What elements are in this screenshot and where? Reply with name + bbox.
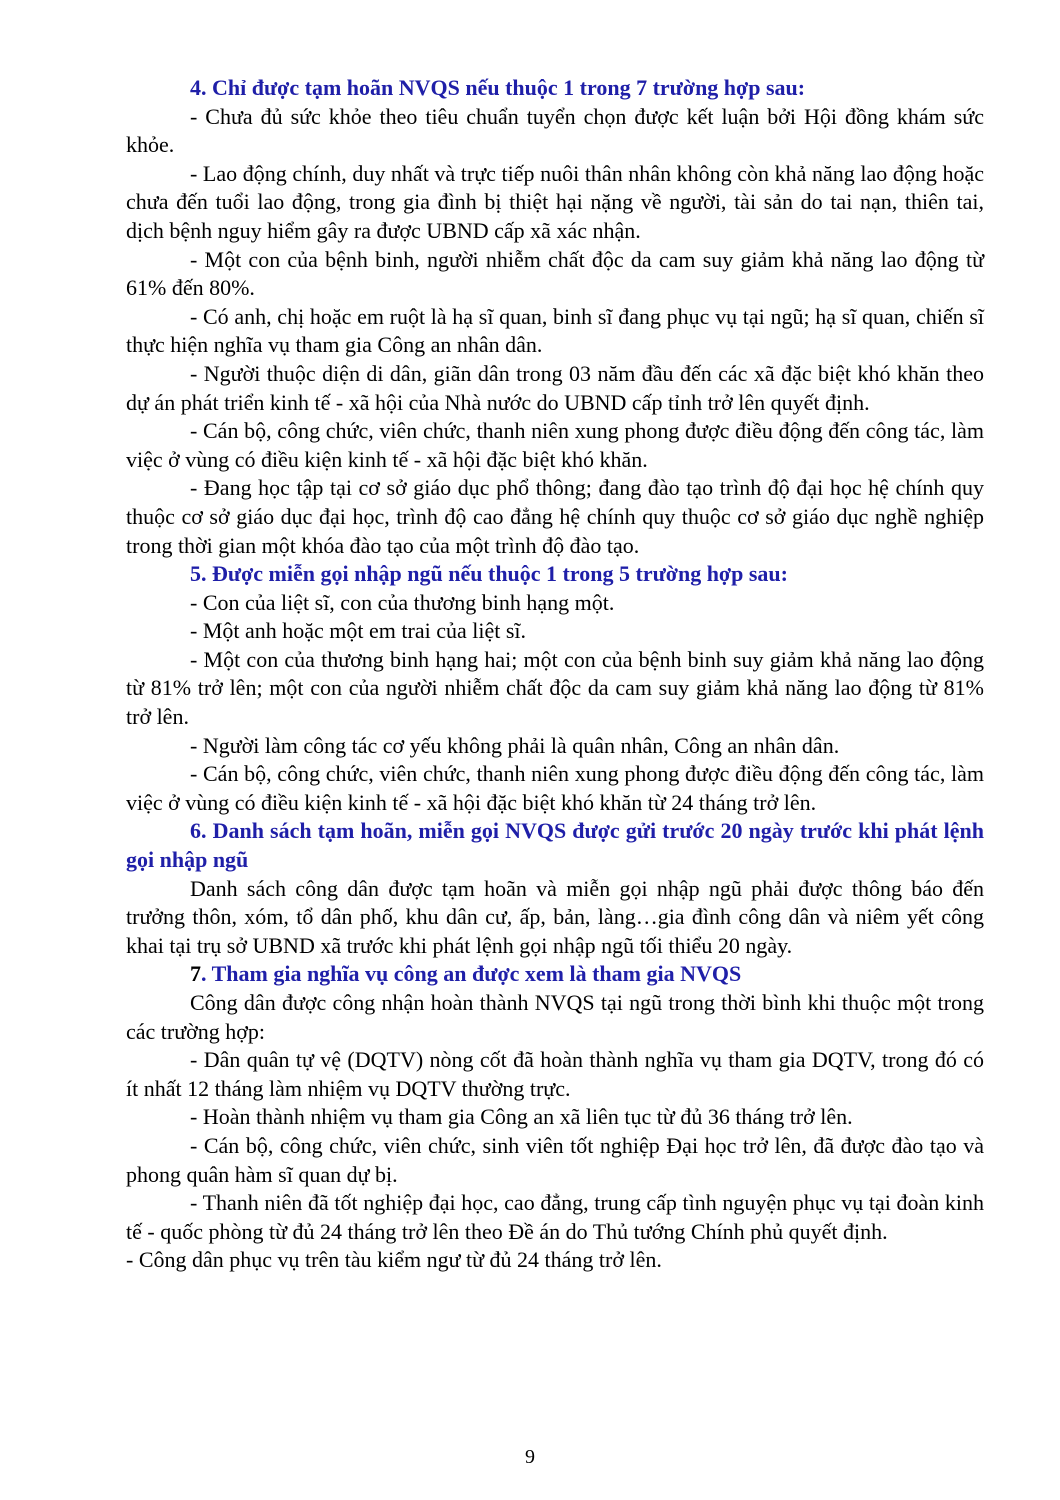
section-7-heading-text: . Tham gia nghĩa vụ công an được xem là tham gia NVQS	[201, 961, 742, 987]
section-7-item-4: - Thanh niên đã tốt nghiệp đại học, cao đẳng, trung cấp tình nguyện phục vụ tại đoàn kinh tế - quốc phòng từ đủ 24 tháng trở lên theo Đề án do Thủ tướng Chính phủ quyết định.	[126, 1190, 984, 1244]
section-5-heading: 5. Được miễn gọi nhập ngũ nếu thuộc 1 trong 5 trường hợp sau:	[190, 561, 788, 587]
section-7-item-2: - Hoàn thành nhiệm vụ tham gia Công an xã liên tục từ đủ 36 tháng trở lên.	[190, 1104, 853, 1130]
section-4-item-7: - Đang học tập tại cơ sở giáo dục phổ thông; đang đào tạo trình độ đại học hệ chính quy thuộc cơ sở giáo dục đại học, trình độ cao đẳng hệ chính quy thuộc cơ sở giáo dục nghề nghiệp trong thời gian một khóa đào tạo của một trình độ đào tạo.	[126, 475, 984, 558]
section-7-number: 7	[190, 961, 201, 987]
section-5-item-2: - Một anh hoặc một em trai của liệt sĩ.	[190, 618, 527, 644]
section-5-item-4: - Người làm công tác cơ yếu không phải là quân nhân, Công an nhân dân.	[190, 732, 840, 758]
page-number: 9	[525, 1446, 535, 1468]
section-4-item-6: - Cán bộ, công chức, viên chức, thanh niên xung phong được điều động đến công tác, làm việc ở vùng có điều kiện kinh tế - xã hội đặc biệt khó khăn.	[126, 418, 984, 472]
section-4-item-4: - Có anh, chị hoặc em ruột là hạ sĩ quan, binh sĩ đang phục vụ tại ngũ; hạ sĩ quan, chiến sĩ thực hiện nghĩa vụ tham gia Công an nhân dân.	[126, 303, 984, 358]
section-4-item-1: - Chưa đủ sức khỏe theo tiêu chuẩn tuyển chọn được kết luận bởi Hội đồng khám sức khỏe.	[126, 103, 984, 158]
section-5-item-1: - Con của liệt sĩ, con của thương binh hạng một.	[190, 589, 615, 615]
section-7-item-1: - Dân quân tự vệ (DQTV) nòng cốt đã hoàn thành nghĩa vụ tham gia DQTV, trong đó có ít nhất 12 tháng làm nhiệm vụ DQTV thường trực.	[126, 1047, 984, 1101]
document-page	[126, 74, 984, 1275]
section-4-item-5: - Người thuộc diện di dân, giãn dân trong 03 năm đầu đến các xã đặc biệt khó khăn theo dự án phát triển kinh tế - xã hội của Nhà nước do UBND cấp tỉnh trở lên quyết định.	[126, 360, 984, 415]
section-7-heading	[126, 960, 984, 989]
section-6-heading: 6. Danh sách tạm hoãn, miễn gọi NVQS được gửi trước 20 ngày trước khi phát lệnh gọi nhập ngũ	[126, 818, 984, 873]
section-7-item-5: - Công dân phục vụ trên tàu kiểm ngư từ đủ 24 tháng trở lên.	[126, 1247, 662, 1273]
section-4-item-3: - Một con của bệnh binh, người nhiễm chất độc da cam suy giảm khả năng lao động từ 61% đến 80%.	[126, 246, 984, 301]
section-5-item-3: - Một con của thương binh hạng hai; một con của bệnh binh suy giảm khả năng lao động từ 81% trở lên; một con của người nhiễm chất độc da cam suy giảm khả năng lao động từ 81% trở lên.	[126, 646, 984, 730]
section-5-item-5: - Cán bộ, công chức, viên chức, thanh niên xung phong được điều động đến công tác, làm việc ở vùng có điều kiện kinh tế - xã hội đặc biệt khó khăn từ 24 tháng trở lên.	[126, 761, 984, 815]
section-7-intro: Công dân được công nhận hoàn thành NVQS tại ngũ trong thời bình khi thuộc một trong các trường hợp:	[126, 990, 984, 1044]
section-4-item-2: - Lao động chính, duy nhất và trực tiếp nuôi thân nhân không còn khả năng lao động hoặc chưa đến tuổi lao động, trong gia đình bị thiệt hại nặng về người, tài sản do tai nạn, thiên tai, dịch bệnh nguy hiểm gây ra được UBND cấp xã xác nhận.	[126, 160, 984, 243]
section-7-item-3: - Cán bộ, công chức, viên chức, sinh viên tốt nghiệp Đại học trở lên, đã được đào tạo và phong quân hàm sĩ quan dự bị.	[126, 1132, 984, 1187]
section-4-heading: 4. Chỉ được tạm hoãn NVQS nếu thuộc 1 trong 7 trường hợp sau:	[190, 75, 806, 100]
section-6-body: Danh sách công dân được tạm hoãn và miễn gọi nhập ngũ phải được thông báo đến trưởng thôn, xóm, tổ dân phố, khu dân cư, ấp, bản, làng…gia đình công dân và niêm yết công khai tại trụ sở UBND xã trước khi phát lệnh gọi nhập ngũ tối thiểu 20 ngày.	[126, 875, 984, 958]
